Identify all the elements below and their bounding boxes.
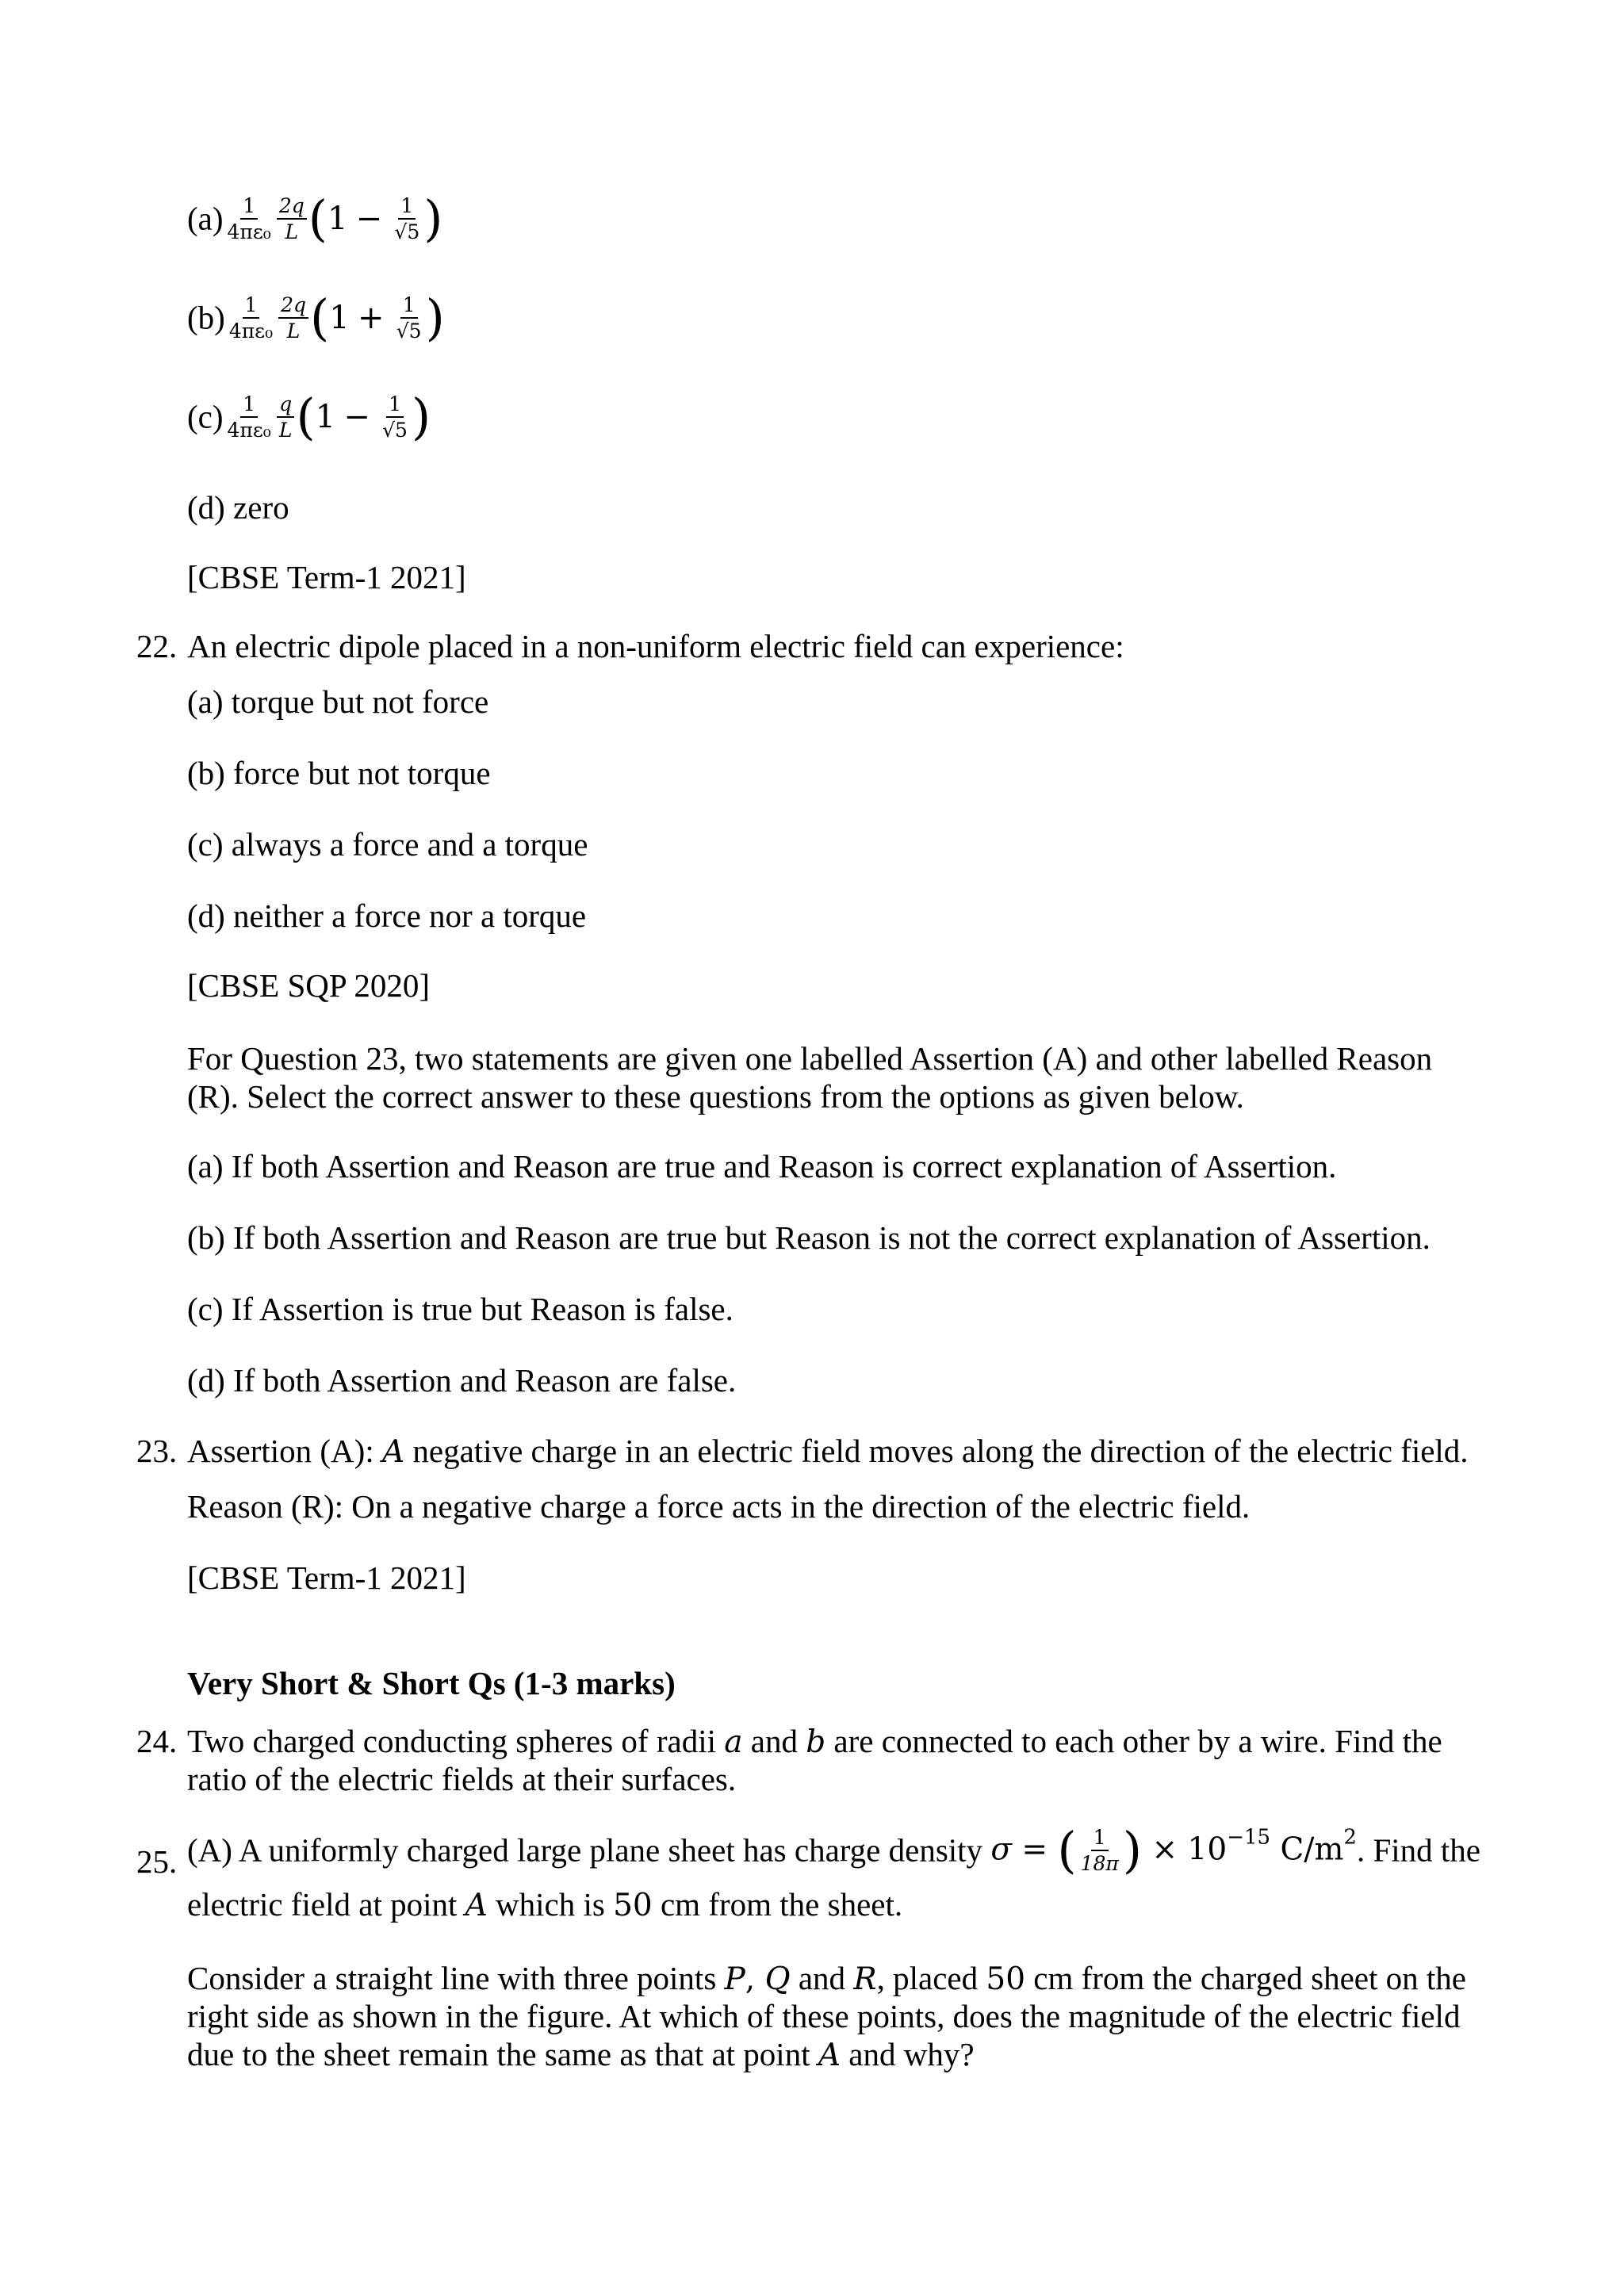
q25-para2-line-1: Consider a straight line with three points P, Q and R, placed 50 cm from the charged sheet on the: [187, 1960, 1466, 1997]
q22-source: [CBSE SQP 2020]: [187, 967, 431, 1004]
fraction: $\frac{1}{√5}$: [394, 193, 420, 243]
section-heading: Very Short & Short Qs (1-3 marks): [187, 1665, 676, 1701]
q22-option-c: (c) always a force and a torque: [187, 826, 588, 863]
q25-para2-line-3: due to the sheet remain the same as that at point A and why?: [187, 2036, 975, 2073]
instructions-option-d: (d) If both Assertion and Reason are false.: [187, 1362, 737, 1399]
q25-line-2: electric field at point A which is 50 cm from the sheet.: [187, 1886, 903, 1923]
fraction: $\frac{1}{\text{4πε₀}}$: [227, 392, 271, 442]
instructions-line-2: (R). Select the correct answer to these questions from the options as given below.: [187, 1078, 1244, 1115]
q21-option-b: (b) $\frac{1}{\text{4πε₀}}$ $\frac{2q}{L}$ (1 + $\frac{1}{√5}$ ): [187, 289, 445, 346]
q25-para2-line-2: right side as shown in the figure. At which of these points, does the magnitude of the electric field: [187, 1998, 1461, 2034]
q24-line-1: Two charged conducting spheres of radii a and b are connected to each other by a wire. Find the: [187, 1723, 1442, 1760]
q23-number: 23.: [136, 1433, 178, 1469]
fraction: $\frac{2q}{L}$: [277, 195, 307, 243]
q25-line-1: (A) A uniformly charged large plane sheet has charge density σ = ( $\frac{1}{18\pi}$ ) × $10^{-15}$ $C/m^2$. Find the: [187, 1821, 1481, 1879]
fraction: $\frac{q}{L}$: [277, 393, 295, 442]
q23-reason: Reason (R): On a negative charge a force acts in the direction of the electric field.: [187, 1488, 1251, 1525]
fraction: $\frac{2q}{L}$: [278, 294, 308, 342]
instructions-option-a: (a) If both Assertion and Reason are true and Reason is correct explanation of Assertion.: [187, 1148, 1337, 1184]
instructions-option-c: (c) If Assertion is true but Reason is false.: [187, 1291, 733, 1327]
fraction: $\frac{1}{√5}$: [396, 293, 422, 342]
q22-option-a: (a) torque but not force: [187, 683, 489, 720]
q21-option-d: (d) zero: [187, 489, 289, 526]
q25-number: 25.: [136, 1843, 178, 1880]
q21-option-c: (c) $\frac{1}{\text{4πε₀}}$ $\frac{q}{L}$ (1 − $\frac{1}{√5}$ ): [187, 388, 431, 446]
q21-option-a: (a) $\frac{1}{\text{4πε₀}}$ $\frac{2q}{L}$ (1 − $\frac{1}{√5}$ ): [187, 189, 443, 247]
q24-line-2: ratio of the electric fields at their surfaces.: [187, 1761, 737, 1797]
q22-number: 22.: [136, 628, 178, 664]
q23-assertion: Assertion (A): A negative charge in an electric field moves along the direction of the electric field.: [187, 1433, 1469, 1470]
q21-source: [CBSE Term-1 2021]: [187, 559, 466, 595]
q22-option-d: (d) neither a force nor a torque: [187, 897, 587, 934]
fraction: $\frac{1}{18\pi}$: [1080, 1825, 1119, 1875]
instructions-option-b: (b) If both Assertion and Reason are true but Reason is not the correct explanation of Assertion.: [187, 1219, 1431, 1256]
fraction: $\frac{1}{√5}$: [382, 392, 408, 442]
q24-number: 24.: [136, 1723, 178, 1759]
fraction: $\frac{1}{\text{4πε₀}}$: [228, 293, 274, 342]
q22-text: An electric dipole placed in a non-uniform electric field can experience:: [187, 628, 1124, 664]
q23-source: [CBSE Term-1 2021]: [187, 1559, 466, 1596]
q22-option-b: (b) force but not torque: [187, 755, 491, 791]
instructions-line-1: For Question 23, two statements are given one labelled Assertion (A) and other labelled Reason: [187, 1040, 1433, 1077]
fraction: $\frac{1}{\text{4πε₀}}$: [227, 193, 271, 243]
